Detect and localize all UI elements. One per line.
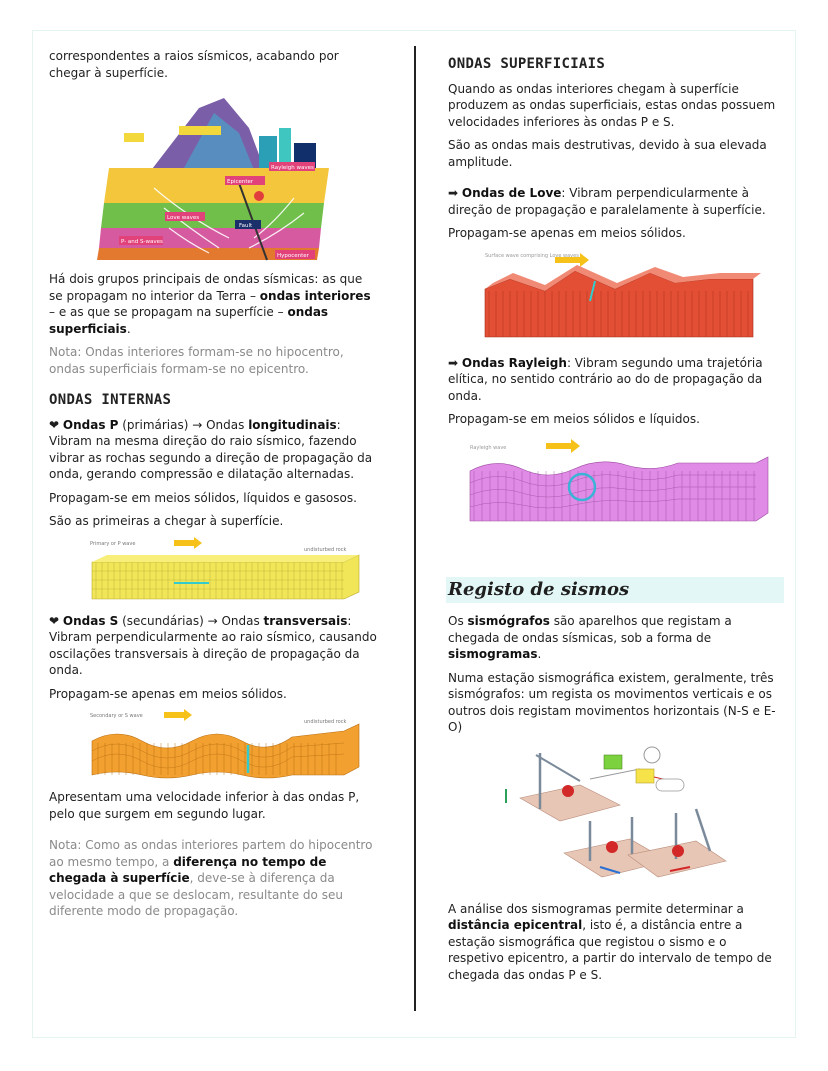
intro-text: correspondentes a raios sísmicos, acabando por chegar à superfície.: [49, 49, 339, 80]
rayleigh-label: Rayleigh wave: [470, 444, 507, 451]
note-arrival: Nota: Como as ondas interiores partem do hipocentro ao mesmo tempo, a diferença no tempo de chegada à superfície, deve-se à diferença da velocidade a que se deslocam, resultante do seu diferente modo de propagação.: [49, 838, 373, 918]
love-media: Propagam-se apenas em meios sólidos.: [448, 226, 686, 240]
swave-label: Secondary or S wave: [90, 713, 143, 719]
p-wave-media: Propagam-se em meios sólidos, líquidos e gasosos.: [49, 490, 357, 505]
heart-icon: ❤: [49, 613, 60, 628]
p-wave-figure: [64, 537, 364, 605]
arrow-icon: [174, 537, 202, 549]
sismografos-text: Os sismógrafos são aparelhos que registam a chegada de ondas sísmicas, sob a forma de sismogramas.: [448, 614, 732, 661]
surface-destructive: São as ondas mais destrutivas, devido à sua elevada amplitude.: [448, 138, 767, 169]
arrow-right-icon: ➡: [448, 355, 459, 370]
pwave-undisturbed: undisturbed rock: [304, 546, 347, 553]
label-ps: P- and S-waves: [121, 239, 163, 245]
groups-text: Há dois grupos principais de ondas sísmicas: as que se propagam no interior da Terra – ondas interiores – e as que se propagam na superfície – ondas superficiais.: [49, 272, 371, 336]
p-wave-first: São as primeiras a chegar à superfície.: [49, 514, 284, 528]
estacao-text: Numa estação sismográfica existem, geralmente, três sismógrafos: um regista os movimentos verticais e os outros dois registam movimentos horizontais (N-S e E-O): [448, 670, 776, 734]
surface-intro: Quando as ondas interiores chegam à superfície produzem as ondas superficiais, estas ondas possuem velocidades inferiores às ondas P e S.: [448, 81, 776, 129]
heading-registo-sismos: Registo de sismos: [446, 577, 784, 604]
s-wave-media: Propagam-se apenas em meios sólidos.: [49, 686, 287, 701]
column-divider: [414, 46, 416, 1011]
right-column: [448, 56, 782, 990]
s-wave-figure: [64, 709, 364, 781]
arrow-icon: [164, 709, 192, 721]
heart-icon: ❤: [49, 417, 60, 432]
love-label: Surface wave comprising Love waves: [485, 252, 579, 259]
label-fault: Fault: [239, 223, 253, 229]
label-hypocenter: Hypocenter: [277, 253, 309, 259]
love-description: ➡ Ondas de Love: Vibram perpendicularmente à direção de propagação e paralelamente à superfície.: [448, 186, 766, 217]
rayleigh-wave-figure: [456, 435, 774, 535]
seismograph-illustration: [500, 743, 730, 893]
rayleigh-description: ➡ Ondas Rayleigh: Vibram segundo uma trajetória elítica, no sentido contrário ao do de propagação da onda.: [448, 355, 763, 403]
label-love: Love waves: [167, 215, 200, 221]
pwave-label: Primary or P wave: [90, 540, 136, 547]
s-wave-description: ❤ Ondas S (secundárias) → Ondas transversais: Vibram perpendicularmente ao raio sísmico, causando oscilações transversais à direção de propagação da onda.: [49, 613, 377, 677]
arrow-icon: [546, 439, 580, 453]
rayleigh-media: Propagam-se em meios sólidos e líquidos.: [448, 412, 700, 426]
arrow-right-icon: ➡: [448, 186, 459, 200]
note-hipocentro: Nota: Ondas interiores formam-se no hipocentro, ondas superficiais formam-se no epicentro.: [49, 345, 344, 376]
label-epicenter: Epicenter: [227, 179, 254, 185]
love-wave-figure: [465, 249, 765, 347]
swave-undisturbed: undisturbed rock: [304, 719, 347, 725]
left-column: [49, 48, 379, 927]
label-rayleigh: Rayleigh waves: [271, 165, 314, 171]
earthquake-diagram: [89, 88, 339, 263]
heading-ondas-superficiais: ONDAS SUPERFICIAIS: [448, 56, 606, 72]
analise-text: A análise dos sismogramas permite determinar a distância epicentral, isto é, a distância entre a estação sismográfica que registou o sismo e o respetivo epicentro, a partir do intervalo de tempo de chegada das ondas P e S.: [448, 901, 772, 982]
s-wave-velocity: Apresentam uma velocidade inferior à das ondas P, pelo que surgem em segundo lugar.: [49, 790, 360, 821]
heading-ondas-internas: ONDAS INTERNAS: [49, 392, 172, 408]
p-wave-description: ❤ Ondas P (primárias) → Ondas longitudinais: Vibram na mesma direção do raio sísmico, fazendo vibrar as rochas segundo a direção de propagação da onda, gerando compressão e dilatação alternadas.: [49, 417, 373, 481]
